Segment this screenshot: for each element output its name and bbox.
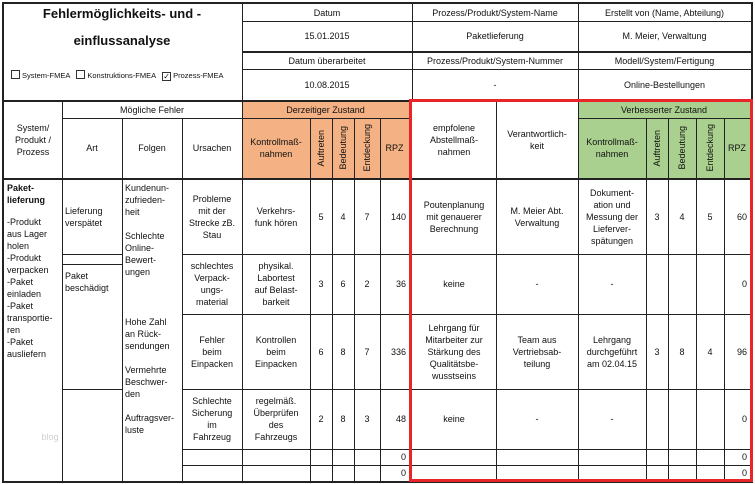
grid-line: [354, 118, 355, 483]
folgen-2: Hohe Zahl an Rück- sendungen Vermehrte Beschwer- den Auftragsver- luste: [125, 317, 175, 435]
watermark: blog: [41, 432, 59, 442]
cell-rpz: 336: [390, 346, 406, 357]
grid-line: [242, 69, 753, 70]
cell-rpz2: 0: [741, 414, 747, 424]
cell-empf: Lehrgang für Mitarbeiter zur Stärkung des Qualitätsbe- wusstseins: [425, 322, 483, 381]
cell-rpz2: 60: [736, 212, 747, 222]
grid-line: [380, 118, 381, 483]
cell-a: 2: [318, 414, 324, 424]
cell-verantw: Team aus Vertriebsab- teilung: [512, 334, 562, 369]
col-folgen: Folgen: [138, 143, 166, 153]
system-title: Paket- lieferung: [7, 183, 46, 205]
cell-empf: Poutenplanung mit genauerer Berechnung: [423, 200, 485, 234]
cell-verantw: -: [535, 279, 539, 289]
col-improved-state: Verbesserter Zustand: [620, 105, 708, 115]
cell-kontroll: [242, 449, 310, 465]
cell-rpz: 36: [395, 279, 406, 289]
grid-line: [242, 2, 243, 483]
col-responsibility: Verantwortlich- keit: [507, 129, 567, 151]
cell-b: 6: [340, 279, 346, 289]
grid-line: [62, 118, 242, 119]
col-auftreten2: Auftreten: [652, 129, 662, 167]
cell-a2: 3: [654, 212, 660, 222]
cell-verantw: -: [535, 414, 539, 424]
system-fmea-checkbox[interactable]: [11, 70, 20, 79]
cell-b: 8: [340, 414, 346, 424]
prozess-fmea-checkbox[interactable]: ✓: [163, 72, 170, 81]
cell-b: [332, 465, 354, 481]
cell-kontroll2: -: [610, 414, 614, 424]
cell-kontroll: physikal. Labortest auf Belast- barkeit: [254, 261, 298, 307]
art-2: Paket beschädigt: [65, 271, 109, 293]
art-1: Lieferung verspätet: [65, 206, 103, 228]
col-current-state: Derzeitiger Zustand: [286, 105, 365, 115]
cell-e2: 4: [707, 346, 713, 357]
col-bedeutung: Bedeutung: [338, 126, 348, 170]
cell-rpz2: 0: [741, 452, 747, 462]
cell-verantw: M. Meier Abt. Verwaltung: [510, 206, 564, 228]
cell-ursache: Schlechte Sicherung im Fahrzeug: [191, 396, 233, 442]
revised-label: Datum überarbeitet: [288, 55, 366, 66]
cell-rpz: 48: [395, 414, 406, 424]
cell-e2: 5: [707, 212, 713, 222]
title-line1: Fehlermöglichkeits- und -: [42, 6, 202, 21]
col-rpz: RPZ: [385, 143, 404, 153]
process-number-value: -: [493, 80, 497, 90]
col-kontroll: Kontrollmaß- nahmen: [250, 137, 302, 159]
cell-e: 7: [364, 346, 370, 357]
konstruktion-fmea-checkbox[interactable]: [76, 70, 85, 79]
cell-kontroll: Kontrollen beim Einpacken: [254, 334, 298, 369]
col-kontroll2: Kontrollmaß- nahmen: [586, 137, 638, 159]
col-art: Art: [86, 143, 98, 153]
created-by-value: M. Meier, Verwaltung: [622, 31, 707, 41]
cell-a: 6: [318, 346, 324, 357]
col-entdeckung: Entdeckung: [362, 124, 372, 172]
grid-line: [332, 118, 333, 483]
cell-ursache: schlechtes Verpack- ungs- material: [190, 261, 234, 307]
cell-b2: 8: [679, 346, 685, 357]
title-line2: einflussanalyse: [73, 33, 171, 48]
cell-ursache: [182, 449, 242, 465]
grid-line: [242, 51, 753, 53]
cell-e: 7: [364, 212, 370, 222]
highlight-box: [409, 99, 753, 482]
cell-e: 2: [364, 279, 370, 289]
grid-line: [310, 118, 311, 483]
cell-rpz2: 0: [741, 468, 747, 478]
cell-kontroll2: Lehrgang durchgeführt am 02.04.15: [586, 334, 638, 369]
cell-rpz: 140: [390, 212, 406, 222]
cell-a: 5: [318, 212, 324, 222]
cell-b: 8: [340, 346, 346, 357]
process-number-label: Prozess/Produkt/System-Nummer: [426, 55, 564, 66]
col-ursachen: Ursachen: [192, 143, 232, 153]
col-possible-errors: Mögliche Fehler: [119, 105, 185, 115]
col-auftreten: Auftreten: [316, 129, 326, 167]
cell-b2: 4: [679, 212, 685, 222]
cell-a: 3: [318, 279, 324, 289]
cell-rpz2: 0: [741, 279, 747, 289]
cell-ursache: Fehler beim Einpacken: [190, 334, 234, 369]
cell-kontroll: regelmäß. Überprüfen des Fahrzeugs: [253, 396, 299, 442]
cell-e: 3: [364, 414, 370, 424]
grid-line: [242, 21, 753, 22]
grid-line: [412, 2, 413, 100]
cell-kontroll: [242, 465, 310, 481]
grid-line: [62, 100, 63, 483]
cell-rpz2: 96: [736, 346, 747, 357]
cell-kontroll2: -: [610, 279, 614, 289]
cell-a: [310, 465, 332, 481]
process-name-label: Prozess/Produkt/System-Name: [432, 7, 558, 18]
cell-empf: keine: [443, 279, 465, 289]
datum-value: 15.01.2015: [304, 31, 350, 41]
datum-label: Datum: [313, 7, 341, 18]
cell-kontroll2: Dokument- ation und Messung der Lieferver- spätungen: [585, 188, 639, 246]
process-name-value: Paketlieferung: [466, 31, 524, 41]
created-by-label: Erstellt von (Name, Abteilung): [604, 7, 725, 18]
grid-line: [62, 264, 122, 265]
grid-line: [242, 118, 409, 119]
grid-line: [122, 118, 123, 483]
cell-kontroll: Verkehrs- funk hören: [254, 206, 298, 228]
cell-b: [332, 449, 354, 465]
konstruktion-fmea-option[interactable]: Konstruktions-FMEA: [76, 70, 156, 82]
col-rpz2: RPZ: [728, 143, 746, 153]
grid-line: [182, 118, 183, 483]
cell-a: [310, 449, 332, 465]
cell-ursache: Probleme mit der Strecke zB. Stau: [188, 194, 235, 240]
grid-line: [62, 254, 122, 255]
system-fmea-option[interactable]: System-FMEA: [11, 70, 70, 82]
cell-e: [354, 449, 380, 465]
cell-a2: 3: [654, 346, 660, 357]
revised-value: 10.08.2015: [304, 80, 350, 90]
grid-line: [62, 389, 122, 390]
cell-ursache: [182, 465, 242, 481]
cell-b: 4: [340, 212, 346, 222]
col-bedeutung2: Bedeutung: [677, 126, 687, 170]
system-steps: -Produkt aus Lager holen -Produkt verpacken -Paket einladen -Paket transportie- ren -Paket ausliefern: [7, 217, 53, 359]
grid-line: [2, 2, 753, 4]
folgen-1: Kundenun- zufrieden- heit Schlechte Online- Bewert- ungen: [125, 183, 170, 277]
cell-rpz: 0: [400, 452, 406, 462]
cell-e: [354, 465, 380, 481]
col-recommended: empfolene Abstellmaß- nahmen: [429, 123, 478, 157]
grid-line: [2, 2, 4, 483]
col-system: System/ Produkt / Prozess: [14, 123, 52, 157]
cell-empf: keine: [443, 414, 465, 424]
col-entdeckung2: Entdeckung: [705, 124, 715, 172]
cell-rpz: 0: [400, 468, 406, 478]
model-label: Modell/System/Fertigung: [614, 55, 715, 66]
prozess-fmea-option[interactable]: ✓ Prozess-FMEA: [163, 71, 224, 81]
model-value: Online-Bestellungen: [623, 80, 706, 90]
fmea-type-checkboxes: [8, 68, 242, 84]
